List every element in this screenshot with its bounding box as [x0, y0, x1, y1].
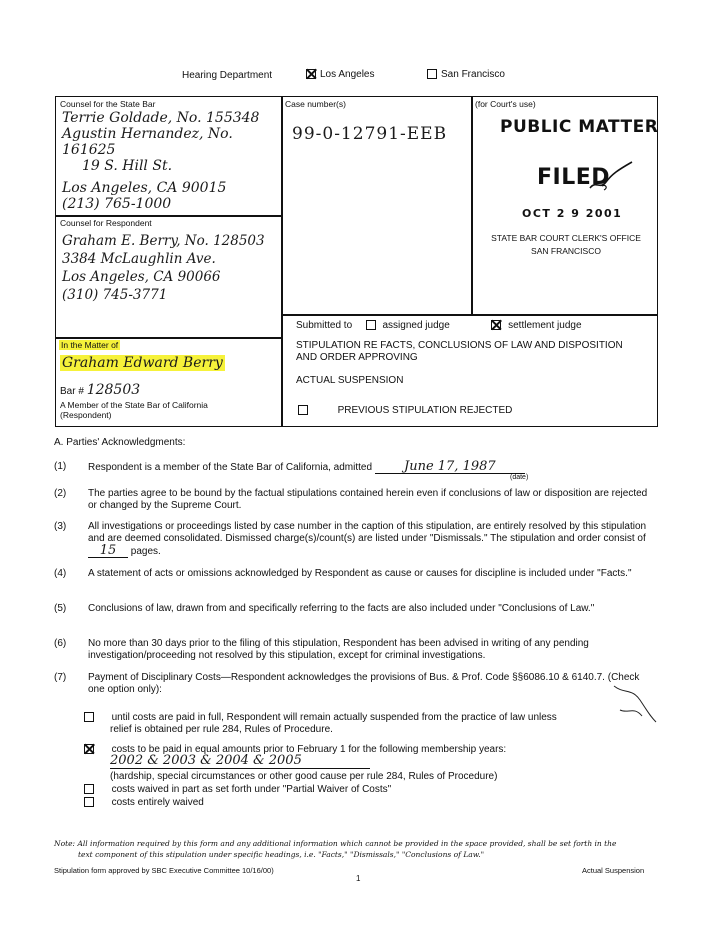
option-text: relief is obtained per rule 284, Rules of Procedure. [110, 724, 333, 735]
previous-stipulation-option[interactable] [298, 405, 512, 416]
scribble-mark-icon [610, 680, 660, 733]
assigned-judge-label: assigned judge [382, 320, 450, 331]
checkbox-icon[interactable] [298, 405, 308, 415]
counsel-state-line: (213) 765-1000 [62, 196, 172, 212]
matter-label: In the Matter of [61, 340, 119, 350]
filed-stamp: FILED [537, 165, 611, 190]
checkbox-icon[interactable] [427, 69, 437, 79]
counsel-state-label: Counsel for the State Bar [60, 99, 156, 109]
option-text: costs to be paid in equal amounts prior to February 1 for the following membership years: [111, 744, 507, 755]
form-note [54, 838, 664, 860]
settlement-judge-label: settlement judge [508, 320, 582, 331]
note-line: Note: All information required by this form and any additional information which cannot be provided in the space provided, shall be set forth in the [54, 839, 617, 848]
case-number-label: Case number(s) [285, 99, 346, 109]
location-sf-option[interactable] [427, 69, 505, 80]
counsel-resp-line: Los Angeles, CA 90066 [62, 269, 221, 285]
case-number-value: 99-0-12791-EEB [292, 124, 448, 144]
actual-suspension-label: ACTUAL SUSPENSION [296, 375, 404, 386]
hearing-department-label: Hearing Department [182, 70, 273, 81]
checkbox-icon[interactable] [84, 784, 94, 794]
item-text: Conclusions of law, drawn from and specifically referring to the facts are also included under "Conclusions of Law." [88, 603, 595, 614]
counsel-state-text [62, 110, 277, 212]
filed-date: OCT 2 9 2001 [522, 207, 623, 220]
counsel-state-line: Los Angeles, CA 90015 [62, 180, 227, 196]
page-number: 1 [356, 874, 361, 883]
hardship-note: (hardship, special circumstances or other good cause per rule 284, Rules of Procedure) [110, 771, 498, 782]
previous-stipulation-label: PREVIOUS STIPULATION REJECTED [337, 405, 513, 416]
item-text [88, 521, 653, 558]
counsel-state-line: Agustin Hernandez, No. 161625 [62, 126, 233, 158]
option-waived-part[interactable] [84, 784, 391, 795]
item-number: (7) [54, 672, 67, 683]
option-text: until costs are paid in full, Respondent will remain actually suspended from the practice of law unless [111, 712, 557, 723]
option-waived-entire[interactable] [84, 797, 204, 808]
court-use-label: (for Court's use) [475, 99, 536, 109]
checkbox-checked-icon[interactable] [491, 320, 501, 330]
submitted-label: Submitted to [296, 320, 353, 331]
stipulation-title-line: AND ORDER APPROVING [296, 352, 418, 363]
item-text: A statement of acts or omissions acknowledged by Respondent as cause or causes for discipline is included under "Facts." [88, 568, 632, 579]
location-sf-label: San Francisco [441, 69, 505, 80]
stipulation-title-line: STIPULATION RE FACTS, CONCLUSIONS OF LAW AND DISPOSITION [296, 340, 623, 351]
counsel-resp-line: Graham E. Berry, No. 128503 [62, 233, 265, 249]
counsel-state-line: Terrie Goldade, No. 155348 [62, 110, 260, 126]
checkbox-checked-icon[interactable] [84, 744, 94, 754]
member-text [60, 400, 208, 420]
member-line: (Respondent) [60, 410, 112, 420]
pages-suffix: pages. [130, 546, 161, 557]
submitted-row [296, 320, 582, 331]
bar-number-label: Bar # [60, 386, 84, 397]
bar-number-row [60, 382, 140, 398]
item-text: The parties agree to be bound by the factual stipulations contained herein even if conclusions of law or disposition are rejected or changed by the Supreme Court. [88, 488, 648, 511]
footer-form-type: Actual Suspension [582, 866, 645, 875]
bar-number-value: 128503 [86, 382, 141, 398]
counsel-resp-text [62, 232, 277, 304]
clerk-office-stamp [486, 233, 646, 256]
item-number: (3) [54, 521, 67, 532]
item-number: (4) [54, 568, 67, 579]
item-text: Payment of Disciplinary Costs—Respondent acknowledges the provisions of Bus. & Prof. Code §§6086.10 & 6140.7. (Check one option only): [88, 672, 640, 695]
item-number: (5) [54, 603, 67, 614]
clerk-office-line: STATE BAR COURT CLERK'S OFFICE [491, 233, 641, 243]
item-number: (6) [54, 638, 67, 649]
item-number: (1) [54, 461, 67, 472]
membership-years: 2002 & 2003 & 2004 & 2005 [110, 754, 370, 769]
item-text: No more than 30 days prior to the filing of this stipulation, Respondent has been advised in writing of any pending investigation/proceeding not resolved by this stipulation, except for criminal investigations. [88, 638, 589, 661]
public-matter-stamp: PUBLIC MATTER [500, 117, 659, 137]
item-3-text: All investigations or proceedings listed by case number in the caption of this stipulation, are entirely resolved by this stipulation and are deemed consolidated. Dismissed charge(s)/count(s) are listed under "Dismissals." The stipulation and order consist of [88, 521, 647, 544]
option-text: costs entirely waived [111, 797, 204, 808]
note-line: text component of this stipulation under specific headings, i.e. "Facts," "Dismissals," "Conclusions of Law." [78, 850, 485, 859]
checkbox-icon[interactable] [366, 320, 376, 330]
option-remain-suspended[interactable] [84, 712, 557, 736]
option-text: costs waived in part as set forth under "Partial Waiver of Costs" [111, 784, 392, 795]
footer-form-approval: Stipulation form approved by SBC Executive Committee 10/16/00) [54, 866, 274, 875]
pages-count: 15 [88, 545, 128, 558]
checkbox-icon[interactable] [84, 712, 94, 722]
location-la-option[interactable] [306, 69, 375, 80]
clerk-office-line: SAN FRANCISCO [531, 246, 601, 256]
stipulation-title [296, 340, 623, 364]
location-la-label: Los Angeles [320, 69, 375, 80]
member-line: A Member of the State Bar of California [60, 400, 208, 410]
date-caption: (date) [510, 474, 529, 481]
counsel-resp-line: 3384 McLaughlin Ave. [62, 251, 216, 267]
item-1-text: Respondent is a member of the State Bar of California, admitted [88, 462, 373, 473]
signature-mark-icon [588, 160, 636, 199]
checkbox-icon[interactable] [84, 797, 94, 807]
counsel-resp-line: (310) 745-3771 [62, 287, 168, 303]
item-number: (2) [54, 488, 67, 499]
admitted-date: June 17, 1987 [375, 461, 525, 474]
respondent-name: Graham Edward Berry [62, 355, 223, 371]
counsel-resp-label: Counsel for Respondent [60, 218, 152, 228]
checkbox-checked-icon[interactable] [306, 69, 316, 79]
section-a-heading: A. Parties' Acknowledgments: [54, 437, 186, 448]
counsel-state-line: 19 S. Hill St. [82, 158, 173, 174]
item-text [88, 461, 653, 474]
